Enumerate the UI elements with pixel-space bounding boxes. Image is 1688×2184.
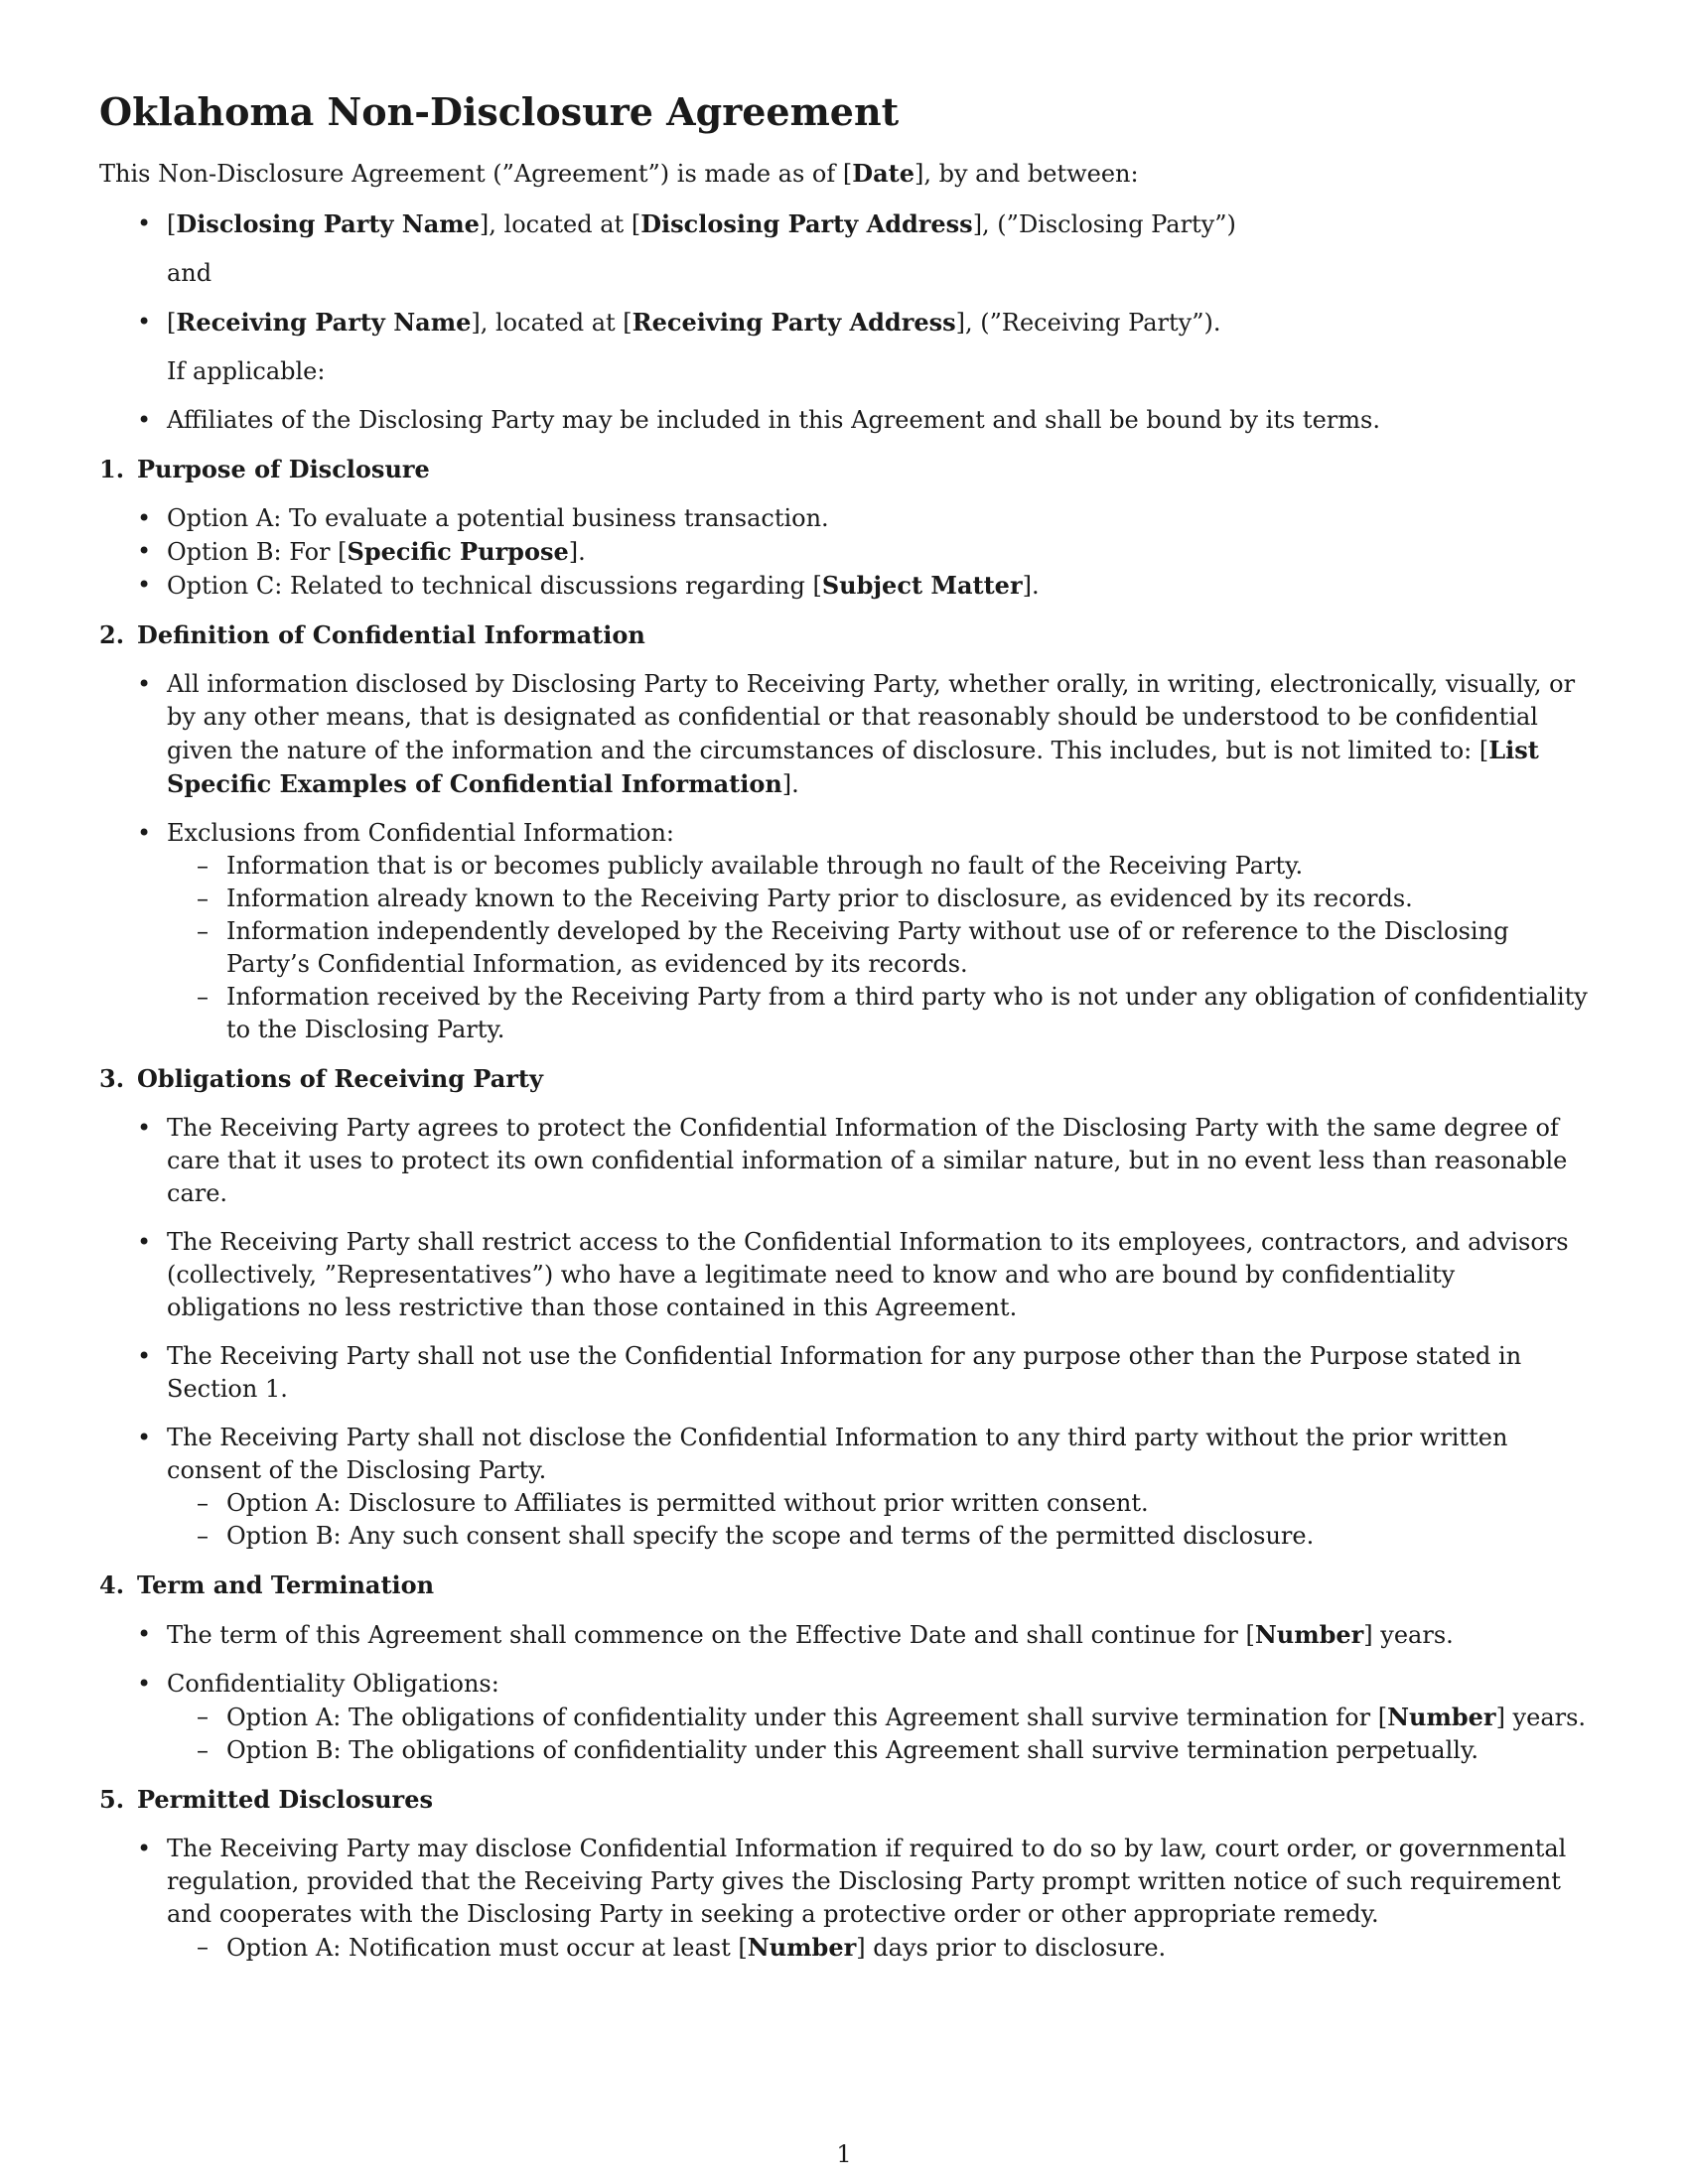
list-item: • The Receiving Party may disclose Confidential Information if required to do so by law, court order, or governmental regulation, provided that the Receiving Party gives the Disclosing Party prompt written notice of such requirement and cooperates with the Disclosing Party in seeking a protective order or other appropriate remedy. – Option A: Notification must occur at least [Number] days prior to disclosure. (99, 1833, 1589, 1965)
list-item: • All information disclosed by Disclosing Party to Receiving Party, whether orally, in writing, electronically, visually, or by any other means, that is designated as confidential or that reasonably should be understood to be confidential given the nature of the information and the circumstances of disclosure. This includes, but is not limited to: [List Specific Examples of Confidential Information]. (99, 668, 1589, 801)
obligations-list (99, 1112, 1589, 1553)
purpose-options (99, 502, 1589, 603)
section-heading (99, 618, 1589, 651)
examples-placeholder: List Specific Examples of Confidential Information (167, 736, 1539, 798)
parties-list (99, 306, 1589, 340)
parties-list (99, 207, 1589, 241)
document-page (99, 89, 1589, 1965)
list-item: – Option A: Notification must occur at least [Number] days prior to disclosure. (167, 1931, 1589, 1965)
section-number: 3. (99, 1064, 125, 1093)
section-title: Obligations of Receiving Party (137, 1064, 543, 1093)
document-title: Oklahoma Non-Disclosure Agreement (99, 89, 900, 134)
list-item: – Option B: The obligations of confidentiality under this Agreement shall survive termination perpetually. (167, 1734, 1589, 1767)
section-number: 4. (99, 1570, 125, 1599)
and-text: and (167, 259, 212, 287)
receiving-party-name-placeholder: Receiving Party Name (176, 308, 472, 337)
disclosing-party-address-placeholder: Disclosing Party Address (640, 209, 973, 238)
subject-matter-placeholder: Subject Matter (821, 571, 1023, 600)
list-item: – Option A: Disclosure to Affiliates is permitted without prior written consent. (167, 1487, 1589, 1520)
list-item: – Option A: The obligations of confidentiality under this Agreement shall survive termination for [Number] years. (167, 1701, 1589, 1734)
list-item: • The Receiving Party agrees to protect the Confidential Information of the Disclosing Party with the same degree of care that it uses to protect its own confidential information of a similar nature, but in no event less than reasonable care. (99, 1112, 1589, 1210)
list-item: – Information already known to the Receiving Party prior to disclosure, as evidenced by its records. (167, 883, 1589, 915)
disclosing-party-name-placeholder: Disclosing Party Name (176, 209, 480, 238)
number-placeholder: Number (747, 1933, 857, 1962)
list-item: – Information received by the Receiving Party from a third party who is not under any obligation of confidentiality to the Disclosing Party. (167, 981, 1589, 1046)
number-placeholder: Number (1254, 1620, 1364, 1649)
section-heading (99, 1783, 1589, 1816)
survival-options (167, 1701, 1589, 1767)
if-applicable-text: If applicable: (167, 357, 326, 385)
receiving-party-address-placeholder: Receiving Party Address (632, 308, 956, 337)
section-number: 1. (99, 455, 125, 483)
list-item: • The Receiving Party shall not disclose the Confidential Information to any third party without the prior written consent of the Disclosing Party. – Option A: Disclosure to Affiliates is permitted without prior written consent. – Option B: Any such consent shall specify the scope and terms of the permitted disclosure. (99, 1422, 1589, 1553)
list-item: • Option A: To evaluate a potential business transaction. (99, 502, 1589, 535)
intro-text: This Non-Disclosure Agreement (”Agreement”) is made as of [ (99, 160, 853, 188)
list-item: – Information that is or becomes publicly available through no fault of the Receiving Party. (167, 850, 1589, 883)
specific-purpose-placeholder: Specific Purpose (347, 537, 569, 566)
term-list (99, 1618, 1589, 1767)
section-heading (99, 453, 1589, 485)
list-item: • Option B: For [Specific Purpose]. (99, 535, 1589, 569)
section-number: 2. (99, 620, 125, 649)
intro-paragraph (99, 157, 1589, 191)
list-item: • The Receiving Party shall not use the Confidential Information for any purpose other than the Purpose stated in Section 1. (99, 1340, 1589, 1406)
section-heading (99, 1062, 1589, 1095)
section-heading (99, 1569, 1589, 1601)
section-title: Permitted Disclosures (137, 1785, 433, 1814)
section-title: Purpose of Disclosure (137, 455, 430, 483)
list-item: • The term of this Agreement shall commence on the Effective Date and shall continue for [Number] years. (99, 1618, 1589, 1652)
date-placeholder: Date (852, 159, 914, 188)
section-number: 5. (99, 1785, 125, 1814)
list-item: • Option C: Related to technical discussions regarding [Subject Matter]. (99, 569, 1589, 603)
list-item: – Information independently developed by the Receiving Party without use of or reference to the Disclosing Party’s Confidential Information, as evidenced by its records. (167, 915, 1589, 981)
section-title: Term and Termination (137, 1570, 435, 1599)
list-item: – Option B: Any such consent shall specify the scope and terms of the permitted disclosure. (167, 1520, 1589, 1553)
consent-options (167, 1487, 1589, 1553)
page-number: 1 (836, 2140, 852, 2168)
section-title: Definition of Confidential Information (137, 620, 645, 649)
parties-list (99, 404, 1589, 437)
exclusions-list (167, 850, 1589, 1046)
receiving-party-item: • [Receiving Party Name], located at [Receiving Party Address], (”Receiving Party”). (99, 306, 1589, 340)
list-item: • Exclusions from Confidential Information: – Information that is or becomes publicly available through no fault of the Receiving Party. – Information already known to the Receiving Party prior to disclosure, as evidenced by its records. – Information independently developed by the Receiving Party without use of or reference to the Disclosing Party’s Confidential Information, as evidenced by its records. – Information received by the Receiving Party from a third party who is not under any obligation of confidentiality to the Disclosing Party. (99, 817, 1589, 1046)
list-item: • Confidentiality Obligations: – Option A: The obligations of confidentiality under this Agreement shall survive termination for [Number] years. – Option B: The obligations of confidentiality under this Agreement shall survive termination perpetually. (99, 1668, 1589, 1767)
disclosing-party-item: • [Disclosing Party Name], located at [Disclosing Party Address], (”Disclosing Party”) (99, 207, 1589, 241)
affiliates-item: • Affiliates of the Disclosing Party may be included in this Agreement and shall be bound by its terms. (99, 404, 1589, 437)
permitted-list (99, 1833, 1589, 1965)
definition-list (99, 668, 1589, 1046)
list-item: • The Receiving Party shall restrict access to the Confidential Information to its employees, contractors, and advisors (collectively, ”Representatives”) who have a legitimate need to know and who are bound by confidentiality obligations no less restrictive than those contained in this Agreement. (99, 1226, 1589, 1324)
number-placeholder: Number (1387, 1703, 1496, 1731)
notification-options (167, 1931, 1589, 1965)
intro-text: ], by and between: (914, 160, 1139, 188)
